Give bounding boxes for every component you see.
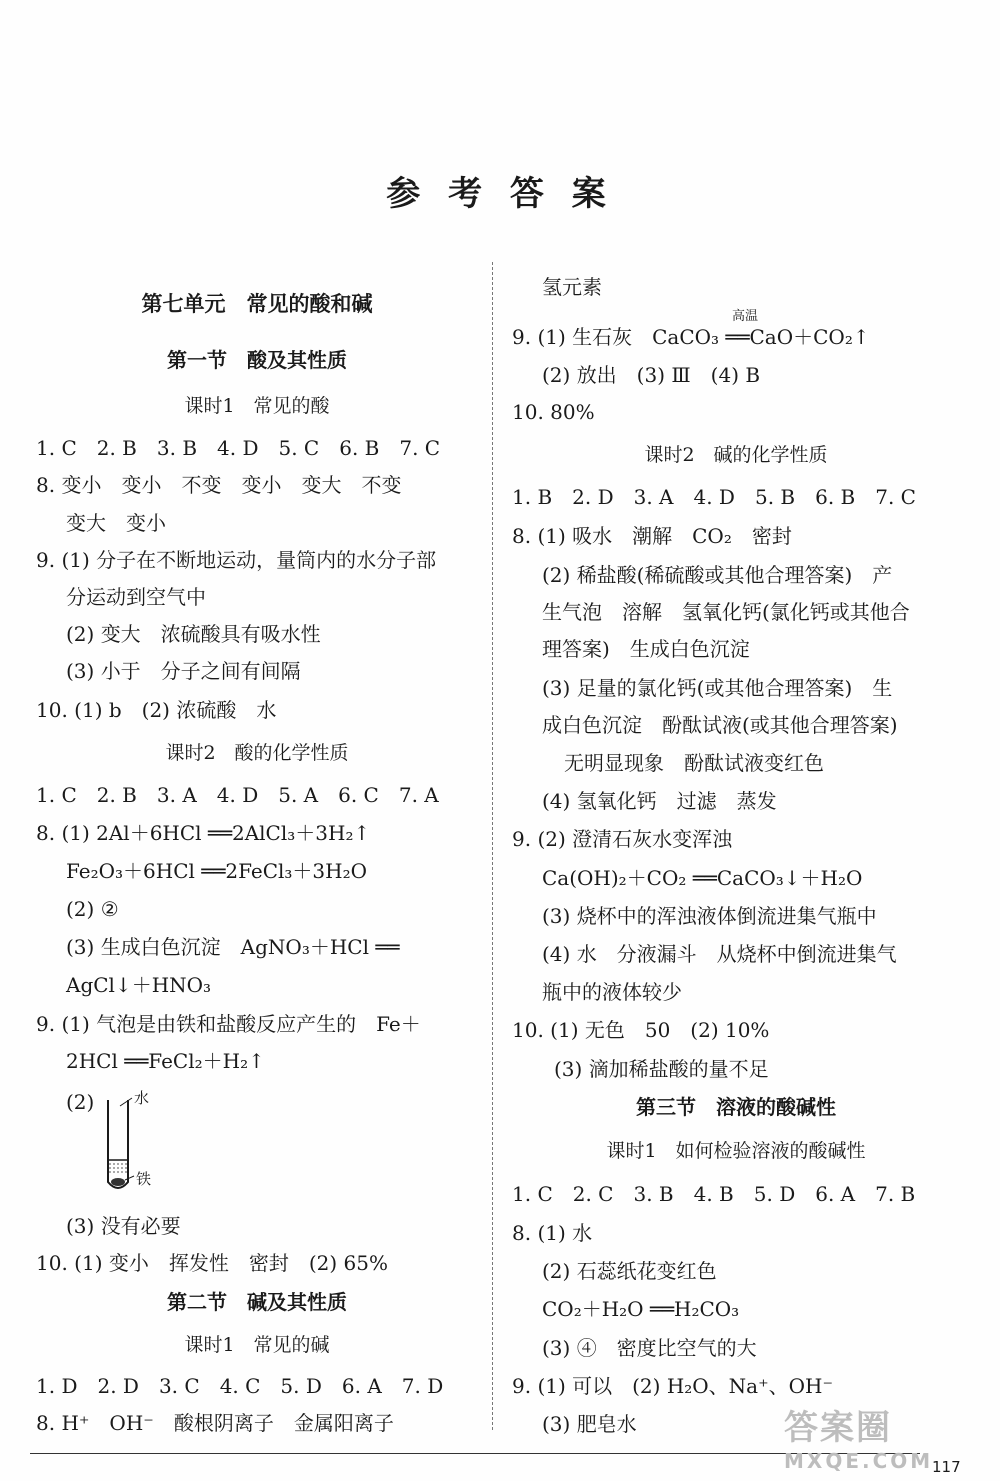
answer-line: (2) 石蕊纸花变红色 bbox=[542, 1259, 717, 1283]
answer-line: 生气泡 溶解 氢氧化钙(氯化钙或其他合 bbox=[542, 600, 910, 624]
answer-line: 9. (2) 澄清石灰水变浑浊 bbox=[512, 827, 733, 851]
page-title: 参 考 答 案 bbox=[386, 174, 614, 214]
answer-line: Ca(OH)₂＋CO₂ ══CaCO₃↓＋H₂O bbox=[542, 866, 863, 890]
section-heading: 第二节 碱及其性质 bbox=[167, 1290, 347, 1314]
answer-line: Fe₂O₃＋6HCl ══2FeCl₃＋3H₂O bbox=[66, 859, 367, 883]
fig-label-iron: 铁 bbox=[136, 1170, 152, 1188]
answer-line: 8. (1) 吸水 潮解 CO₂ 密封 bbox=[512, 524, 792, 548]
lesson-heading: 课时1 如何检验溶液的酸碱性 bbox=[606, 1140, 866, 1162]
answer-line: (3) 烧杯中的浑浊液体倒流进集气瓶中 bbox=[542, 904, 877, 928]
answer-line: 瓶中的液体较少 bbox=[542, 980, 682, 1004]
column-divider bbox=[492, 262, 493, 1430]
answer-line: 无明显现象 酚酞试液变红色 bbox=[564, 751, 824, 775]
water-leader-line bbox=[120, 1098, 132, 1106]
answer-line: (3) 没有必要 bbox=[66, 1214, 181, 1238]
answer-line: 10. (1) b (2) 浓硫酸 水 bbox=[36, 698, 277, 722]
answer-line: 变大 变小 bbox=[66, 511, 166, 535]
answer-line: (2) 稀盐酸(稀硫酸或其他合理答案) 产 bbox=[542, 563, 893, 587]
answer-line: 9. (1) 可以 (2) H₂O、Na⁺、OH⁻ bbox=[512, 1374, 834, 1398]
answer-line: (3) 肥皂水 bbox=[542, 1412, 637, 1436]
answer-line: 分运动到空气中 bbox=[66, 585, 206, 609]
fig-label-water: 水 bbox=[134, 1089, 150, 1107]
page-number: 117 bbox=[932, 1458, 961, 1476]
answer-line: 2HCl ══FeCl₂＋H₂↑ bbox=[66, 1049, 265, 1073]
answer-line: 9. (1) 分子在不断地运动，量筒内的水分子部 bbox=[36, 548, 437, 572]
answer-line: 1. C 2. B 3. B 4. D 5. C 6. B 7. C bbox=[36, 436, 441, 460]
test-tube-outline bbox=[108, 1100, 128, 1188]
watermark-url: MXQE.COM bbox=[784, 1449, 934, 1473]
answer-line: AgCl↓＋HNO₃ bbox=[66, 973, 212, 997]
answer-line: 10. (1) 无色 50 (2) 10% bbox=[512, 1018, 770, 1042]
answer-line: 9. (1) 生石灰 CaCO₃ ══CaO＋CO₂↑ bbox=[512, 325, 870, 349]
lesson-heading: 课时1 常见的酸 bbox=[184, 395, 330, 417]
answer-line: (3) 足量的氯化钙(或其他合理答案) 生 bbox=[542, 676, 893, 700]
answer-line: 10. (1) 变小 挥发性 密封 (2) 65% bbox=[36, 1251, 388, 1275]
lesson-heading: 课时2 碱的化学性质 bbox=[644, 444, 828, 466]
lesson-heading: 课时2 酸的化学性质 bbox=[165, 742, 349, 764]
watermark-text: 答案圈 bbox=[784, 1408, 892, 1448]
answer-line: 氢元素 bbox=[542, 275, 602, 299]
answer-line: (2) bbox=[66, 1090, 95, 1114]
answer-line: CO₂＋H₂O ══H₂CO₃ bbox=[542, 1297, 740, 1321]
answer-line: (2) 放出 (3) Ⅲ (4) B bbox=[542, 363, 761, 387]
answer-line: (3) 滴加稀盐酸的量不足 bbox=[554, 1057, 769, 1081]
test-tube-figure bbox=[92, 1086, 192, 1198]
answer-line: 10. 80% bbox=[512, 400, 595, 424]
answer-line: 8. 变小 变小 不变 变小 变大 不变 bbox=[36, 473, 402, 497]
answer-line: (3) 小于 分子之间有间隔 bbox=[66, 659, 301, 683]
answer-line: 8. H⁺ OH⁻ 酸根阴离子 金属阳离子 bbox=[36, 1411, 394, 1435]
answer-line: (2) ② bbox=[66, 897, 119, 921]
answer-line: (3) ④ 密度比空气的大 bbox=[542, 1336, 757, 1360]
answer-line: (4) 氢氧化钙 过滤 蒸发 bbox=[542, 789, 777, 813]
answer-line: (4) 水 分液漏斗 从烧杯中倒流进集气 bbox=[542, 942, 897, 966]
iron-leader-line bbox=[125, 1176, 134, 1180]
answer-line: 理答案) 生成白色沉淀 bbox=[542, 637, 750, 661]
section-heading: 第三节 溶液的酸碱性 bbox=[636, 1095, 836, 1119]
lesson-heading: 课时1 常见的碱 bbox=[184, 1334, 330, 1356]
unit-title: 第七单元 常见的酸和碱 bbox=[141, 292, 373, 316]
watermark-logo bbox=[784, 1400, 994, 1478]
answer-line: 9. (1) 气泡是由铁和盐酸反应产生的 Fe＋ bbox=[36, 1012, 421, 1036]
section-heading: 第一节 酸及其性质 bbox=[167, 348, 347, 372]
answer-line: 1. D 2. D 3. C 4. C 5. D 6. A 7. D bbox=[36, 1374, 444, 1398]
answer-line: 1. C 2. B 3. A 4. D 5. A 6. C 7. A bbox=[36, 783, 439, 807]
answer-line: 1. B 2. D 3. A 4. D 5. B 6. B 7. C bbox=[512, 485, 916, 509]
answer-line: 成白色沉淀 酚酞试液(或其他合理答案) bbox=[542, 713, 898, 737]
answer-line: 8. (1) 水 bbox=[512, 1221, 593, 1245]
answer-line: (2) 变大 浓硫酸具有吸水性 bbox=[66, 622, 321, 646]
reaction-condition: 高温 bbox=[732, 309, 759, 324]
answer-line: (3) 生成白色沉淀 AgNO₃＋HCl ══ bbox=[66, 935, 400, 959]
answer-line: 1. C 2. C 3. B 4. B 5. D 6. A 7. B bbox=[512, 1182, 916, 1206]
answer-line: 8. (1) 2Al＋6HCl ══2AlCl₃＋3H₂↑ bbox=[36, 821, 371, 845]
iron-pieces bbox=[111, 1178, 125, 1186]
